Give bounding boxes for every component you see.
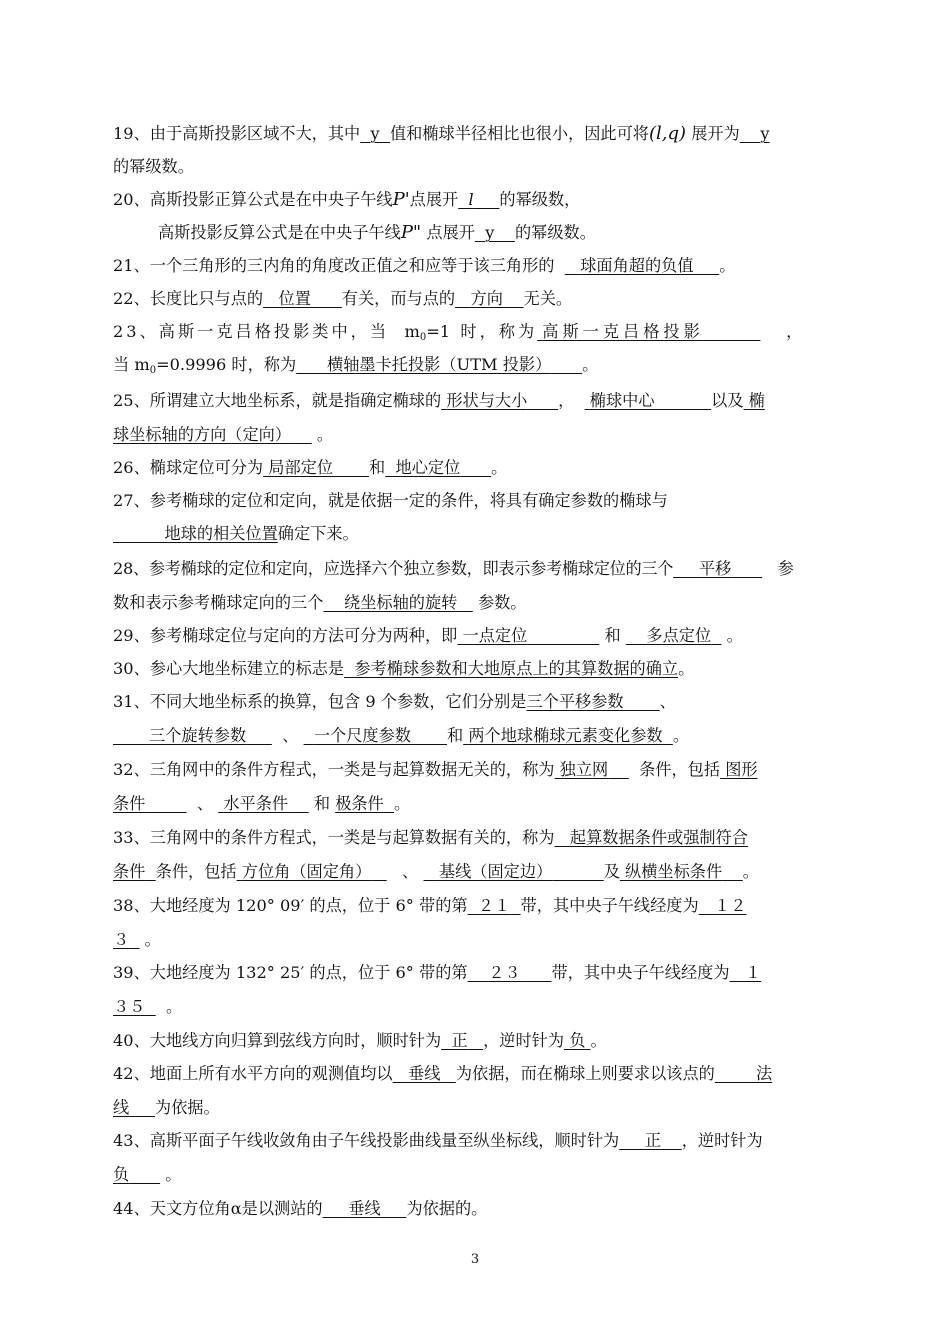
q20-p2-symbol: P" [400,222,422,243]
q43-answer-1: 正 [644,1131,662,1150]
question-33-line-2: 条件 条件，包括 方位角（固定角） 、 基线（固定边） 及 纵横坐标条件 。 [113,862,759,881]
q39-answer-2-cont: ３５ [113,997,146,1016]
q43-answer-2: 负 [113,1165,130,1184]
question-28-line-2: 数和表示参考椭球定向的三个 绕坐标轴的旋转 参数。 [113,593,527,612]
q42-answer-2: 法 [756,1064,773,1083]
question-32-line-2: 条件 、 水平条件 和 极条件 。 [113,794,411,813]
q32-answer-2-cont: 条件 [113,794,146,813]
q32-answer-3: 水平条件 [223,794,289,813]
q22-answer-1: 位置 [278,289,311,308]
q31-answer-1: 三个平移参数 [526,692,624,711]
page-number: 3 [470,1252,480,1267]
q21-answer: 球面角超的负值 [580,256,694,275]
q32-answer-1: 独立网 [559,760,609,779]
question-27-line-1: 27、参考椭球的定位和定向，就是依据一定的条件，将具有确定参数的椭球与 [113,491,668,510]
q26-answer-2: 地心定位 [395,458,461,477]
q30-answer: 参考椭球参数和大地原点上的其算数据的确立 [354,659,679,678]
question-32-line-1: 32、三角网中的条件方程式，一类是与起算数据无关的，称为 独立网 条件，包括 图形 [113,760,758,779]
question-21: 21、一个三角形的三内角的角度改正值之和应等于该三角形的 球面角超的负值 。 [113,256,736,275]
q22-answer-2: 方向 [470,289,503,308]
q20-p-symbol: P' [392,189,410,210]
question-38-line-2: ３ 。 [113,930,161,949]
q25-answer-2: 椭球中心 [589,391,655,410]
question-20-line-2: 高斯投影反算公式是在中央子午线P" 点展开 y 的幂级数。 [158,222,596,243]
q20-answer-2: y [485,223,495,242]
q29-answer-1: 一点定位 [462,626,528,645]
q19-answer-2: y [760,124,770,143]
question-42-line-1: 42、地面上所有水平方向的观测值均以 垂线 为依据，而在椭球上则要求以该点的 法 [113,1064,773,1083]
q44-answer: 垂线 [348,1199,381,1218]
q39-answer-2: １ [744,963,762,982]
question-22: 22、长度比只与点的 位置 有关，而与点的 方向 无关。 [113,289,573,308]
question-39-line-2: ３５ 。 [113,997,183,1016]
q28-answer-2: 绕坐标轴的旋转 [344,593,458,612]
q31-answer-4: 两个地球椭球元素变化参数 [468,726,663,745]
question-43-line-2: 负 。 [113,1165,182,1184]
q31-answer-2: 三个旋转参数 [149,726,247,745]
question-19-line-1 [113,123,865,145]
q26-answer-1: 局部定位 [268,458,334,477]
q33-answer-1: 起算数据条件或强制符合 [569,828,748,847]
q19-text: 19、由于高斯投影区域不大，其中 [113,124,361,143]
q19-answer-1: y [370,124,380,143]
q25-answer-3-cont: 球坐标轴的方向（定向） [113,425,292,444]
question-23-line-2: 当 $m_0=0.9996$ 时，称为 横轴墨卡托投影（UTM 投影） 。 [113,355,599,376]
q42-answer-1: 垂线 [408,1064,441,1083]
question-40: 40、大地线方向归算到弦线方向时，顺时针为 正 ，逆时针为 负 。 [113,1031,607,1050]
q38-answer-1: ２１ [477,896,511,915]
q19-text-3: 展开为 [691,124,740,143]
q32-answer-4: 极条件 [335,794,384,813]
question-42-line-2: 线 为依据。 [113,1098,220,1117]
q38-answer-2-cont: ３ [113,930,130,949]
q20-answer-1: l [468,190,474,209]
q39-answer-1: ２３ [488,963,521,982]
question-43-line-1: 43、高斯平面子午线收敛角由子午线投影曲线量至纵坐标线，顺时针为 正 ，逆时针为 [113,1131,763,1150]
question-29: 29、参考椭球定位与定向的方法可分为两种，即 一点定位 和 多点定位 。 [113,626,743,645]
q25-answer-3: 椭 [748,391,765,410]
q33-answer-1-cont: 条件 [113,862,146,881]
question-38-line-1: 38、大地经度为 120° 09′ 的点，位于 6° 带的第 ２１ 带，其中央子午线经度为 １２ [113,896,747,915]
q42-answer-2-cont: 线 [113,1098,130,1117]
q29-answer-2: 多点定位 [646,626,712,645]
q38-answer-2: １２ [714,896,747,915]
q19-formula: (l,q) [648,123,687,144]
q40-answer-1: 正 [451,1031,468,1050]
question-25-line-1: 25、所谓建立大地坐标系，就是指确定椭球的 形状与大小 ， 椭球中心 以及 椭 [113,391,765,410]
q25-answer-1: 形状与大小 [446,391,528,410]
question-39-line-1: 39、大地经度为 132° 25′ 的点，位于 6° 带的第 ２３ 带，其中央子午线经度为 １ [113,963,762,982]
q19-text-4: 的幂级数。 [113,157,194,176]
question-28-line-1: 28、参考椭球的定位和定向，应选择六个独立参数，即表示参考椭球定位的三个 平移 参 [113,559,794,578]
question-27-line-2: 地球的相关位置确定下来。 [113,523,865,545]
q40-answer-2: 负 [569,1031,586,1050]
question-23-line-1: 23、高斯一克吕格投影类中，当 $m_0=1$ 时，称为 高斯一克吕格投影 ， [113,322,803,343]
question-31-line-2: 三个旋转参数 、 一个尺度参数 和 两个地球椭球元素变化参数 。 [113,725,865,747]
q33-answer-2: 方位角（固定角） [241,862,372,881]
question-30: 30、参心大地坐标建立的标志是 参考椭球参数和大地原点上的其算数据的确立。 [113,659,695,678]
question-44: 44、天文方位角α是以测站的 垂线 为依据的。 [113,1199,488,1218]
q33-answer-3: 基线（固定边） [438,862,553,881]
q19-text-2: 值和椭球半径相比也很小，因此可将 [389,124,649,143]
question-31-line-1: 31、不同大地坐标系的换算，包含 9 个参数，它们分别是三个平移参数 、 [113,692,676,711]
q32-answer-2: 图形 [725,760,758,779]
q33-answer-4: 纵横坐标条件 [625,862,723,881]
q23-answer-2: 横轴墨卡托投影（UTM 投影） [327,355,552,374]
question-20-line-1: 20、高斯投影正算公式是在中央子午线P'点展开 l 的幂级数， [113,189,581,210]
question-25-line-2: 球坐标轴的方向（定向） 。 [113,425,333,444]
q27-answer: 地球的相关位置 [164,524,278,543]
question-19-line-2 [113,156,865,178]
q31-answer-3: 一个尺度参数 [313,726,411,745]
q23-answer-1: 高斯一克吕格投影 [542,322,704,341]
q28-answer-1: 平移 [698,559,732,578]
question-26: 26、椭球定位可分为 局部定位 和 地心定位 。 [113,458,508,477]
question-33-line-1: 33、三角网中的条件方程式，一类是与起算数据有关的，称为 起算数据条件或强制符合 [113,828,748,847]
